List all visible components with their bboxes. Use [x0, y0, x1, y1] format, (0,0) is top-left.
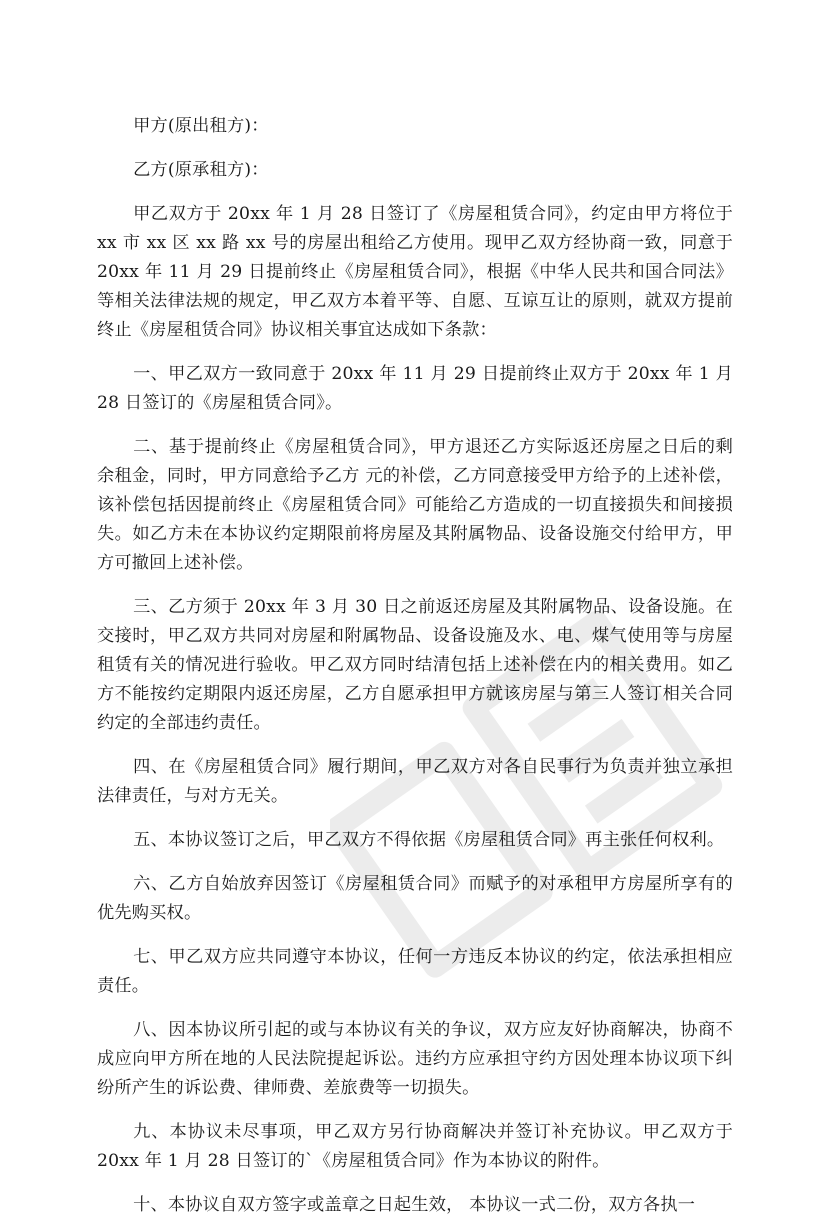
clause-6: 六、乙方自始放弃因签订《房屋租赁合同》而赋予的对承租甲方房屋所享有的优先购买权。	[97, 874, 733, 923]
clause-7: 七、甲乙双方应共同遵守本协议，任何一方违反本协议的约定，依法承担相应责任。	[97, 947, 733, 996]
clause-8: 八、因本协议所引起的或与本协议有关的争议，双方应友好协商解决，协商不成应向甲方所在地的人民法院提起诉讼。违约方应承担守约方因处理本协议项下纠纷所产生的诉讼费、律师费、差旅费等一切损失。	[97, 1020, 733, 1098]
clause-4: 四、在《房屋租赁合同》履行期间，甲乙双方对各自民事行为负责并独立承担法律责任，与对方无关。	[97, 757, 733, 806]
party-a-line: 甲方(原出租方)：	[133, 116, 269, 136]
clause-3: 三、乙方须于 20xx 年 3 月 30 日之前返还房屋及其附属物品、设备设施。在交接时，甲乙双方共同对房屋和附属物品、设备设施及水、电、煤气使用等与房屋租赁有关的情况进行验收。甲乙双方同时结清包括上述补偿在内的相关费用。如乙方不能按约定期限内返还房屋，乙方自愿承担甲方就该房屋与第三人签订相关合同约定的全部违约责任。	[97, 597, 733, 733]
document-page	[97, 112, 733, 1220]
clause-1: 一、甲乙双方一致同意于 20xx 年 11 月 29 日提前终止双方于 20xx 年 1 月 28 日签订的《房屋租赁合同》。	[97, 364, 733, 413]
intro-paragraph: 甲乙双方于 20xx 年 1 月 28 日签订了《房屋租赁合同》，约定由甲方将位于 xx 市 xx 区 xx 路 xx 号的房屋出租给乙方使用。现甲乙双方经协商一致，同意于 20xx 年 11 月 29 日提前终止《房屋租赁合同》，根据《中华人民共和国合同法》等相关法律法规的规定，甲乙双方本着平等、自愿、互谅互让的原则，就双方提前终止《房屋租赁合同》协议相关事宜达成如下条款：	[97, 204, 733, 340]
clause-2: 二、基于提前终止《房屋租赁合同》，甲方退还乙方实际返还房屋之日后的剩余租金，同时，甲方同意给予乙方 元的补偿，乙方同意接受甲方给予的上述补偿，该补偿包括因提前终止《房屋租赁合同》可能给乙方造成的一切直接损失和间接损失。如乙方未在本协议约定期限前将房屋及其附属物品、设备设施交付给甲方，甲方可撤回上述补偿。	[97, 437, 733, 573]
clause-9: 九、本协议未尽事项，甲乙双方另行协商解决并签订补充协议。甲乙双方于 20xx 年 1 月 28 日签订的`《房屋租赁合同》作为本协议的附件。	[97, 1122, 733, 1171]
clause-10: 十、本协议自双方签字或盖章之日起生效， 本协议一式二份，双方各执一	[133, 1195, 696, 1215]
party-b-line: 乙方(原承租方)：	[133, 160, 269, 180]
clause-5: 五、本协议签订之后，甲乙双方不得依据《房屋租赁合同》再主张任何权利。	[133, 830, 725, 850]
